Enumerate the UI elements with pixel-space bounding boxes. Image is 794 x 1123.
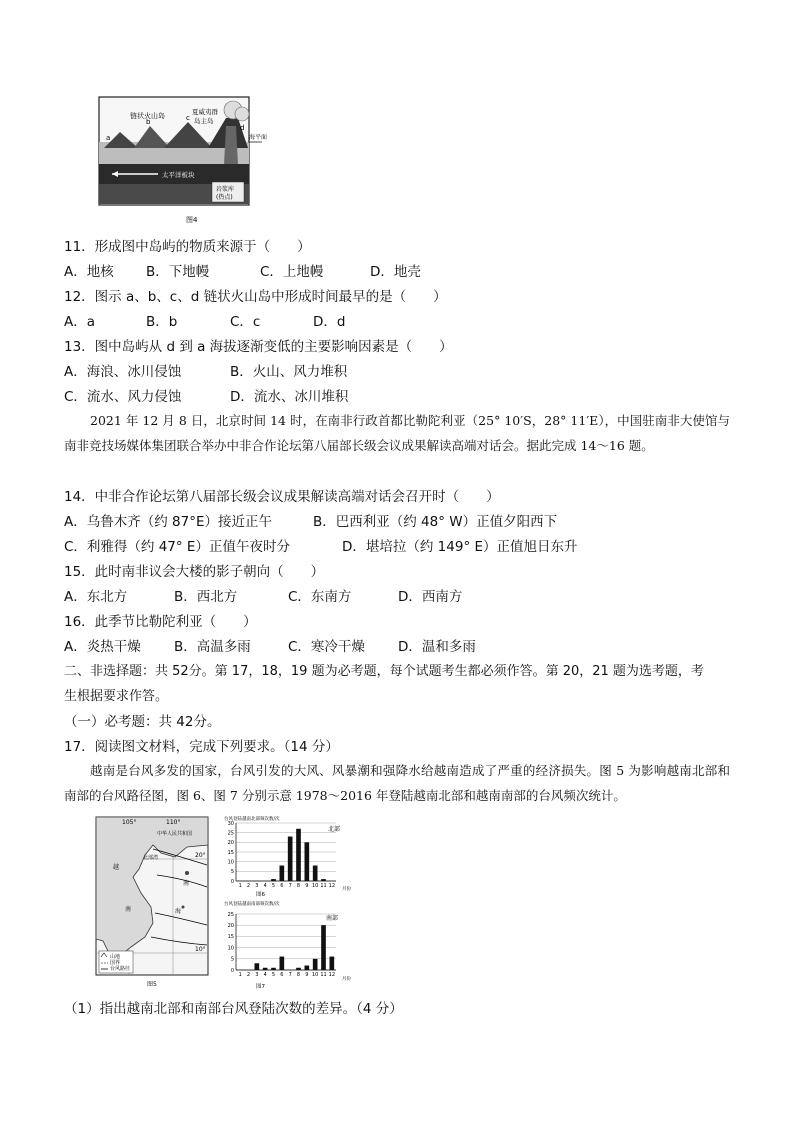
fig4-label-chain: 链状火山岛: [130, 112, 165, 120]
figure-7-chart: [222, 900, 360, 990]
passage-pretoria: 2021 年 12 月 8 日，北京时间 14 时，在南非行政首都比勒陀利亚（25° 10′S，28° 11′E），中国驻南非大使馆与南非竞技场媒体集团联合举办中非合作论坛第八届部长级会议成果解读高端对话会。据此完成 14～16 题。: [64, 413, 730, 453]
figure-5-map: [95, 815, 215, 990]
x-tick-label: 8: [296, 972, 301, 978]
fig5-legend-mountain: 山地: [110, 954, 121, 960]
fig5-nam-label: 南: [125, 906, 132, 913]
fig4-label-hawaii-2: 岛主岛: [194, 117, 214, 125]
figure-4-diagram: [98, 96, 268, 231]
x-tick-label: 9: [305, 883, 309, 889]
fig6-caption: 图6: [256, 892, 265, 897]
y-tick-label: 25: [227, 830, 234, 837]
y-tick-label: 10: [227, 859, 234, 866]
fig6-ytitle: 台风登陆越南北部频次数/次: [224, 817, 280, 822]
q13-option-c[interactable]: C．流水、风力侵蚀: [64, 389, 182, 405]
fig4-label-plate: 太平洋板块: [162, 171, 195, 179]
q12-option-b[interactable]: B．b: [146, 314, 178, 330]
bar-month-12: [330, 957, 335, 970]
x-tick-label: 12: [328, 883, 336, 889]
q12-option-d[interactable]: D．d: [313, 314, 346, 330]
fig7-ytitle: 台风登陆越南南部频次数/次: [224, 902, 280, 907]
x-tick-label: 11: [320, 972, 327, 978]
q16-option-c[interactable]: C．寒冷干燥: [288, 639, 365, 655]
fig7-region-label: 南部: [326, 915, 339, 922]
q15-option-d[interactable]: D．西南方: [398, 589, 463, 605]
y-tick-label: 0: [230, 878, 234, 885]
figure-6-chart: [222, 815, 360, 897]
x-tick-label: 5: [271, 883, 276, 889]
fig5-lon-105: 105°: [122, 819, 137, 826]
x-tick-label: 1: [238, 972, 242, 978]
x-tick-label: 3: [255, 883, 259, 889]
bar-month-9: [305, 842, 310, 881]
bar-month-11: [321, 879, 326, 881]
x-tick-label: 1: [238, 883, 242, 889]
q15-option-c[interactable]: C．东南方: [288, 589, 352, 605]
y-tick-label: 20: [227, 923, 234, 929]
fig5-china-label: 中华人民共和国: [157, 831, 193, 837]
bar-month-5: [271, 968, 276, 970]
fig6-region-label: 北部: [328, 826, 341, 833]
q13-option-d[interactable]: D．流水、冰川堆积: [230, 389, 349, 405]
x-tick-label: 9: [305, 972, 309, 978]
fig5-south-label: 南: [183, 880, 190, 887]
fig4-point-c: c: [186, 114, 190, 122]
bar-month-10: [313, 959, 318, 970]
bar-month-7: [288, 837, 293, 881]
x-tick-label: 7: [288, 972, 292, 978]
q11-option-b[interactable]: B．下地幔: [146, 264, 210, 280]
y-tick-label: 25: [227, 911, 234, 918]
fig4-label-hawaii-1: 夏威夷群: [192, 108, 218, 116]
q14-option-d[interactable]: D．堪培拉（约 149° E）正值旭日东升: [342, 539, 578, 555]
fig4-label-magma-1: 岩浆库: [216, 186, 235, 193]
x-tick-label: 4: [263, 972, 267, 978]
x-tick-label: 7: [288, 883, 292, 889]
figure-4: [98, 96, 268, 231]
fig5-lat-10: 10°: [195, 946, 206, 953]
q15-option-a[interactable]: A．东北方: [64, 589, 128, 605]
section-2-line-2: 生根据要求作答。: [64, 689, 169, 704]
question-13-stem: 13．图中岛屿从 d 到 a 海拔逐渐变低的主要影响因素是（ ）: [64, 339, 453, 355]
question-15-stem: 15．此时南非议会大楼的影子朝向（ ）: [64, 564, 325, 580]
y-tick-label: 15: [227, 849, 234, 856]
question-11-stem: 11．形成图中岛屿的物质来源于（ ）: [64, 239, 311, 255]
fig5-lat-20: 20°: [195, 852, 206, 859]
q11-option-c[interactable]: C．上地幔: [260, 264, 324, 280]
bar-month-11: [321, 925, 326, 970]
x-tick-label: 11: [320, 883, 327, 889]
x-tick-label: 6: [280, 883, 284, 889]
q12-option-c[interactable]: C．c: [230, 314, 261, 330]
x-tick-label: 12: [328, 972, 336, 978]
q12-option-a[interactable]: A．a: [64, 314, 96, 330]
passage-vietnam: 越南是台风多发的国家，台风引发的大风、风暴潮和强降水给越南造成了严重的经济损失。图 5 为影响越南北部和南部的台风路径图，图 6、图 7 分别示意 1978～2016 年登陆越南北部和越南南部的台风频次统计。: [64, 763, 730, 803]
y-tick-label: 15: [227, 934, 234, 941]
q16-option-a[interactable]: A．炎热干燥: [64, 639, 141, 655]
fig5-sea-label: 海: [175, 908, 182, 915]
fig4-label-sea: 海平面: [249, 134, 268, 141]
q11-option-d[interactable]: D．地壳: [370, 264, 421, 280]
fig5-caption: 图5: [147, 981, 157, 988]
x-tick-label: 3: [255, 972, 259, 978]
fig4-point-a: a: [106, 134, 111, 142]
required-heading: （一）必考题：共 42分。: [64, 714, 221, 730]
x-tick-label: 10: [311, 883, 319, 889]
y-tick-label: 5: [230, 869, 234, 876]
x-tick-label: 4: [263, 883, 267, 889]
q14-option-c[interactable]: C．利雅得（约 47° E）正值午夜时分: [64, 539, 290, 555]
y-tick-label: 30: [227, 820, 234, 827]
y-tick-label: 20: [227, 840, 234, 847]
fig5-legend-typhoon: 台风路径: [110, 966, 131, 972]
fig5-viet-label: 越: [113, 864, 120, 871]
fig5-legend-border: 国界: [110, 960, 121, 966]
q13-option-b[interactable]: B．火山、风力堆积: [230, 364, 348, 380]
question-12-stem: 12．图示 a、b、c、d 链状火山岛中形成时间最早的是（ ）: [64, 289, 447, 305]
q11-option-a[interactable]: A．地核: [64, 264, 114, 280]
fig6-xunit: 月份: [342, 887, 351, 892]
x-tick-label: 8: [296, 883, 301, 889]
bar-month-10: [313, 866, 318, 881]
q14-option-b[interactable]: B．巴西利亚（约 48° W）正值夕阳西下: [313, 514, 558, 530]
section-2-line-1: 二、非选择题：共 52分。第 17，18，19 题为必考题，每个试题考生都必须作答。第 20，21 题为选考题，考: [64, 664, 704, 679]
q16-option-d[interactable]: D．温和多雨: [398, 639, 476, 655]
bar-month-6: [280, 957, 285, 970]
x-tick-label: 5: [271, 972, 276, 978]
bar-month-8: [296, 829, 301, 881]
q16-option-b[interactable]: B．高温多雨: [174, 639, 251, 655]
x-tick-label: 6: [280, 972, 284, 978]
y-tick-label: 10: [227, 945, 234, 952]
fig4-label-magma-2: (热点): [216, 194, 233, 201]
fig5-gulf-label: 北部湾: [143, 855, 159, 861]
y-tick-label: 0: [230, 967, 234, 974]
question-16-stem: 16．此季节比勒陀利亚（ ）: [64, 614, 257, 630]
fig7-caption: 图7: [256, 984, 265, 990]
fig7-xunit: 月份: [342, 977, 351, 982]
question-14-stem: 14．中非合作论坛第八届部长级会议成果解读高端对话会召开时（ ）: [64, 489, 500, 505]
question-17-1: （1）指出越南北部和南部台风登陆次数的差异。（4 分）: [64, 1001, 403, 1017]
fig4-point-b: b: [146, 118, 151, 126]
x-tick-label: 2: [246, 883, 251, 889]
q13-option-a[interactable]: A．海浪、冰川侵蚀: [64, 364, 182, 380]
fig4-caption: 图4: [186, 216, 198, 224]
question-17-stem: 17．阅读图文材料，完成下列要求。（14 分）: [64, 739, 339, 755]
q15-option-b[interactable]: B．西北方: [174, 589, 238, 605]
bar-month-5: [271, 879, 276, 881]
x-tick-label: 10: [311, 972, 319, 978]
y-tick-label: 5: [230, 956, 234, 963]
q14-option-a[interactable]: A．乌鲁木齐（约 87°E）接近正午: [64, 514, 272, 530]
bar-month-3: [255, 963, 260, 970]
fig4-point-d: d: [240, 124, 245, 132]
fig5-lon-110: 110°: [166, 819, 181, 826]
bar-month-6: [280, 866, 285, 881]
bar-month-8: [296, 968, 301, 970]
bar-month-9: [305, 966, 310, 970]
x-tick-label: 2: [246, 972, 251, 978]
bar-month-4: [263, 968, 268, 970]
